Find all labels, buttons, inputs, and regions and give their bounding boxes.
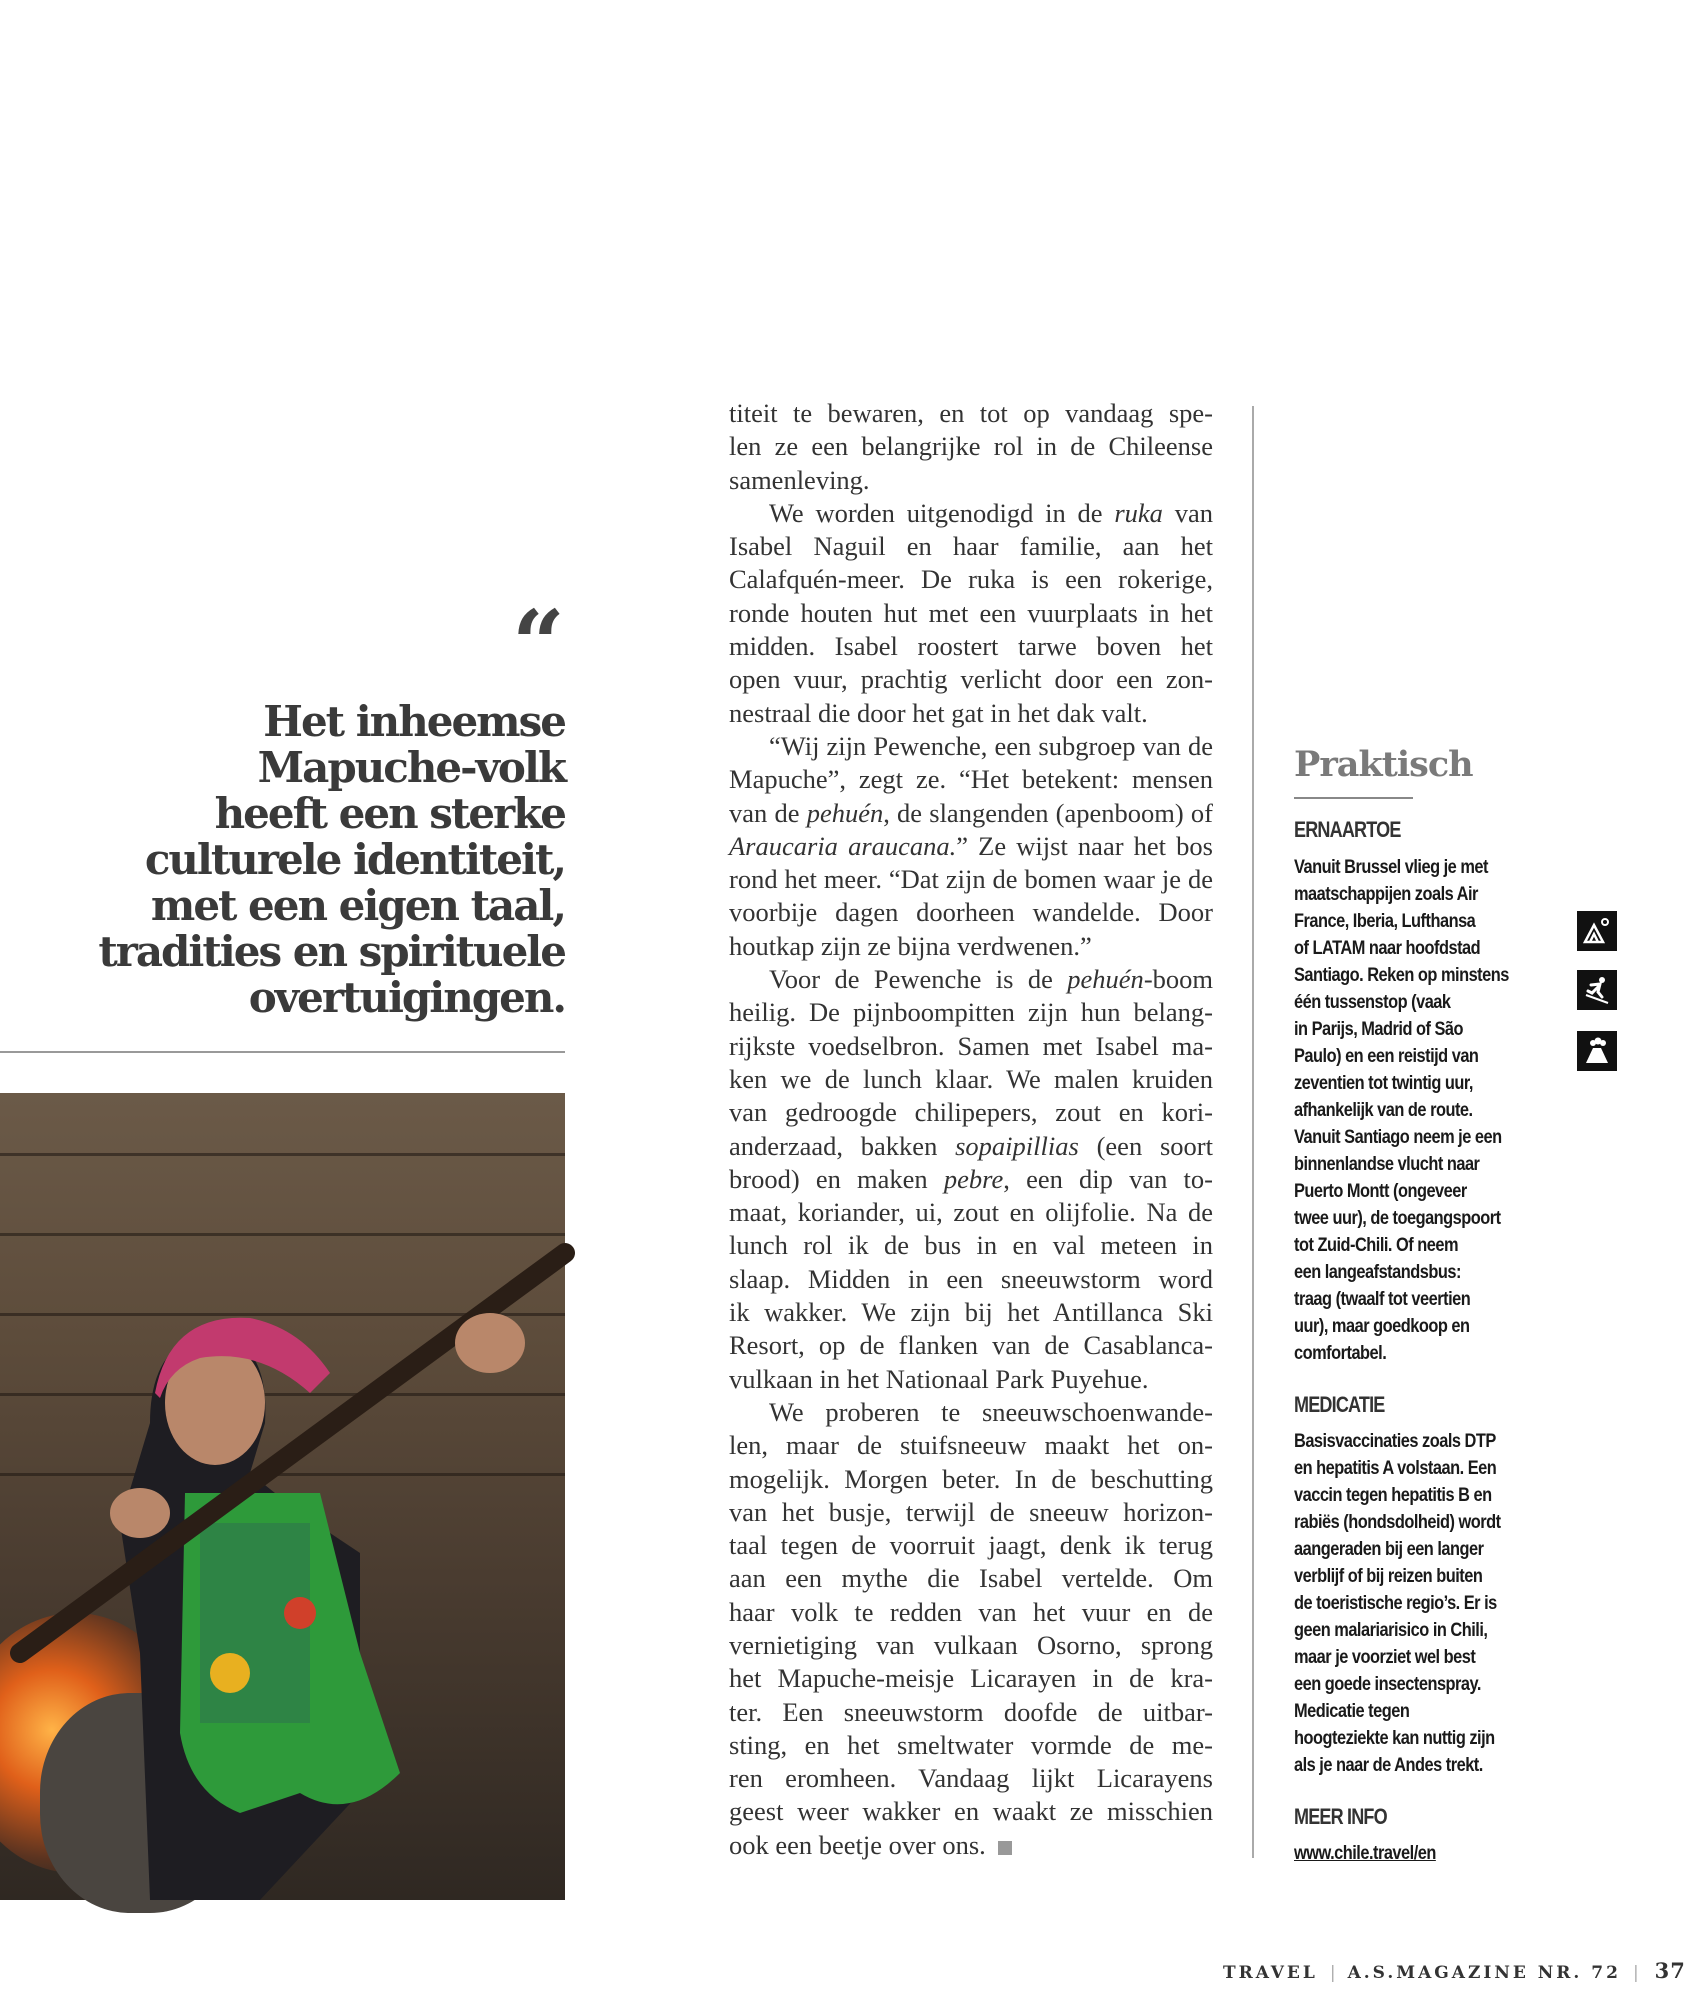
text-segment: taal tegen de voorruit jaagt, denk ik terug	[729, 1530, 1213, 1561]
text-segment: midden. Isabel roostert tarwe boven het	[729, 631, 1213, 662]
sidebar-line: Paulo) en een reistijd van	[1294, 1045, 1479, 1067]
footer-separator: |	[1329, 1963, 1336, 1983]
woman-figure	[0, 1093, 565, 1900]
column-divider	[1252, 406, 1254, 1858]
sidebar-line: één tussenstop (vaak	[1294, 991, 1451, 1013]
pull-quote	[60, 699, 565, 1021]
sidebar-line: geen malariarisico in Chili,	[1294, 1619, 1488, 1641]
photo-woman-cooking	[0, 1093, 565, 1900]
end-mark-icon	[998, 1841, 1012, 1855]
section-heading: MEDICATIE	[1294, 1392, 1385, 1417]
sidebar-line: een goede insectenspray.	[1294, 1673, 1481, 1695]
sidebar-line: Santiago. Reken op minstens	[1294, 964, 1509, 986]
text-segment: , de slangenden (apenboom) of	[883, 797, 1213, 828]
pull-quote-line: heeft een sterke	[214, 789, 565, 838]
text-segment: len, maar de stuifsneeuw maakt het on-	[729, 1430, 1213, 1461]
sidebar-line: of LATAM naar hoofdstad	[1294, 937, 1481, 959]
sidebar-line: Basisvaccinaties zoals DTP	[1294, 1430, 1496, 1452]
article-line	[729, 1229, 1213, 1262]
article-line	[729, 1795, 1213, 1828]
article-line	[729, 996, 1213, 1029]
text-segment: ronde houten hut met een vuurplaats in het	[729, 597, 1213, 628]
text-segment: Calafquén-meer. De ruka is een rokerige,	[729, 564, 1213, 595]
sidebar-line: tot Zuid-Chili. Of neem	[1294, 1234, 1459, 1256]
article-line	[729, 1596, 1213, 1629]
article-line	[729, 896, 1213, 929]
section-heading: MEER INFO	[1294, 1804, 1387, 1829]
sidebar-line: Vanuit Santiago neem je een	[1294, 1126, 1502, 1148]
text-segment: nestraal die door het gat in het dak valt.	[729, 697, 1148, 728]
article-line	[729, 963, 1213, 996]
text-segment: open vuur, prachtig verlicht door een zon-	[729, 664, 1213, 695]
sidebar-line: Medicatie tegen	[1294, 1700, 1410, 1722]
text-segment: ik wakker. We zijn bij het Antillanca Ski	[729, 1297, 1213, 1328]
article-line	[729, 1529, 1213, 1562]
text-segment: We proberen te sneeuwschoenwande-	[769, 1396, 1213, 1427]
sidebar-line: zeventien tot twintig uur,	[1294, 1072, 1473, 1094]
text-segment: ter. Een sneeuwstorm doofde de uitbar-	[729, 1696, 1213, 1727]
text-segment: len ze een belangrijke rol in de Chileense	[729, 431, 1213, 462]
italic-term: sopaipillias	[955, 1130, 1079, 1161]
pull-quote-line: tradities en spirituele	[98, 927, 565, 976]
sidebar-line: twee uur), de toegangspoort	[1294, 1207, 1501, 1229]
sidebar-line: als je naar de Andes trekt.	[1294, 1754, 1483, 1776]
text-segment: sting, en het smeltwater vormde de me-	[729, 1729, 1213, 1760]
text-segment: heilig. De pijnboompitten zijn hun belang-	[729, 997, 1213, 1028]
text-segment: ” Ze wijst naar het bos	[956, 830, 1213, 861]
text-segment: vulkaan in het Nationaal Park Puyehue.	[729, 1363, 1149, 1394]
text-segment: We worden uitgenodigd in de	[769, 497, 1115, 528]
section-heading: ERNAARTOE	[1294, 817, 1401, 842]
article-line	[729, 1496, 1213, 1529]
article-line	[729, 430, 1213, 463]
pull-quote-line: culturele identiteit,	[144, 835, 565, 884]
text-segment: lunch rol ik de bus in en val meteen in	[729, 1230, 1213, 1261]
section-text	[1294, 1428, 1546, 1779]
sidebar-line: binnenlandse vlucht naar	[1294, 1153, 1480, 1175]
footer-magazine: A.S.MAGAZINE NR. 72	[1347, 1963, 1621, 1983]
sidebar-line: Puerto Montt (ongeveer	[1294, 1180, 1467, 1202]
text-segment: ken we de lunch klaar. We malen kruiden	[729, 1063, 1213, 1094]
sidebar-line: traag (twaalf tot veertien	[1294, 1288, 1471, 1310]
sidebar-line: Vanuit Brussel vlieg je met	[1294, 856, 1488, 878]
article-line	[729, 1363, 1213, 1396]
skier-icon	[1577, 970, 1617, 1010]
article-line	[729, 530, 1213, 563]
text-segment: samenleving.	[729, 464, 870, 495]
article-line	[729, 597, 1213, 630]
text-segment: rond het meer. “Dat zijn de bomen waar je de	[729, 864, 1213, 895]
text-segment: aan een mythe die Isabel vertelde. Om	[729, 1563, 1213, 1594]
sidebar-line: maar je voorziet wel best	[1294, 1646, 1476, 1668]
italic-term: ruka	[1114, 497, 1163, 528]
text-segment: het Mapuche-meisje Licarayen in de kra-	[729, 1663, 1213, 1694]
article-line	[729, 730, 1213, 763]
sidebar-line: in Parijs, Madrid of São	[1294, 1018, 1464, 1040]
text-segment: geest weer wakker en waakt ze misschien	[729, 1796, 1213, 1827]
quote-mark-icon: “	[512, 590, 559, 698]
article-line	[729, 1130, 1213, 1163]
sidebar-line: aangeraden bij een langer	[1294, 1538, 1484, 1560]
article-line	[729, 863, 1213, 896]
text-segment: houtkap zijn ze bijna verdwenen.”	[729, 930, 1092, 961]
article-line	[729, 1729, 1213, 1762]
sidebar-line: afhankelijk van de route.	[1294, 1099, 1473, 1121]
text-segment: anderzaad, bakken	[729, 1130, 956, 1161]
text-segment: rijkste voedselbron. Samen met Isabel ma-	[729, 1030, 1213, 1061]
article-line	[729, 1163, 1213, 1196]
article-body	[729, 397, 1213, 1862]
article-line	[729, 697, 1213, 730]
article-line	[729, 497, 1213, 530]
sidebar-line: verblijf of bij reizen buiten	[1294, 1565, 1483, 1587]
sidebar-line: de toeristische regio’s. Er is	[1294, 1592, 1497, 1614]
text-segment: Voor de Pewenche is de	[769, 964, 1068, 995]
text-segment: voorbije dagen doorheen wandelde. Door	[729, 897, 1213, 928]
text-segment: Isabel Naguil en haar familie, aan het	[729, 531, 1213, 562]
article-line	[729, 464, 1213, 497]
article-line	[729, 1030, 1213, 1063]
article-line	[729, 797, 1213, 830]
article-line	[729, 1463, 1213, 1496]
mountain-icon	[1577, 911, 1617, 951]
article-line	[729, 397, 1213, 430]
article-line	[729, 1396, 1213, 1429]
pull-quote-line: Het inheemse	[263, 697, 565, 746]
pull-quote-line: overtuigingen.	[248, 973, 565, 1022]
text-segment: (een soort	[1078, 1130, 1213, 1161]
text-segment: van het busje, terwijl de sneeuw horizon-	[729, 1496, 1213, 1527]
text-segment: titeit te bewaren, en tot op vandaag spe-	[729, 398, 1213, 428]
article-line	[729, 1429, 1213, 1462]
pull-quote-line: met een eigen taal,	[150, 881, 565, 930]
article-line	[729, 1662, 1213, 1695]
sidebar-line: comfortabel.	[1294, 1342, 1387, 1364]
article-line	[729, 1629, 1213, 1662]
text-segment: mogelijk. Morgen beter. In de beschutting	[729, 1463, 1213, 1494]
article-line	[729, 1196, 1213, 1229]
text-segment: Resort, op de flanken van de Casablanca-	[729, 1330, 1213, 1361]
italic-term: pehuén	[1067, 964, 1144, 995]
article-line	[729, 1263, 1213, 1296]
article-line	[729, 830, 1213, 863]
article-line	[729, 763, 1213, 796]
article-line	[729, 1562, 1213, 1595]
pull-quote-line: Mapuche-volk	[257, 743, 565, 792]
section-text	[1294, 854, 1546, 1367]
sidebar-line: uur), maar goedkoop en	[1294, 1315, 1470, 1337]
sidebar-line: vaccin tegen hepatitis B en	[1294, 1484, 1492, 1506]
text-segment: -boom	[1143, 964, 1213, 995]
sidebar-line: France, Iberia, Lufthansa	[1294, 910, 1476, 932]
italic-term: Araucaria araucana.	[729, 830, 957, 861]
sidebar-line: maatschappijen zoals Air	[1294, 883, 1478, 905]
page-footer	[1223, 1958, 1686, 1983]
italic-term: pebre	[943, 1163, 1004, 1194]
footer-separator: |	[1632, 1963, 1639, 1983]
text-segment: ook een beetje over ons.	[729, 1829, 986, 1860]
divider	[0, 1051, 565, 1053]
text-segment: , een dip van to-	[1003, 1163, 1213, 1194]
article-line	[729, 663, 1213, 696]
text-segment: van gedroogde chilipepers, zout en kori-	[729, 1097, 1213, 1128]
text-segment: brood) en maken	[729, 1163, 944, 1194]
article-line	[729, 1296, 1213, 1329]
sidebar-line: en hepatitis A volstaan. Een	[1294, 1457, 1497, 1479]
article-line	[729, 1063, 1213, 1096]
text-segment: Mapuche”, zegt ze. “Het betekent: mensen	[729, 764, 1213, 795]
text-segment: van	[1162, 497, 1213, 528]
sidebar-line: rabiës (hondsdolheid) wordt	[1294, 1511, 1501, 1533]
article-line	[729, 1329, 1213, 1362]
sidebar-line: een langeafstandsbus:	[1294, 1261, 1461, 1283]
text-segment: ren eromheen. Vandaag lijkt Licarayens	[729, 1763, 1213, 1794]
article-line	[729, 1762, 1213, 1795]
text-segment: haar volk te redden van het vuur en de	[729, 1596, 1213, 1627]
article-line	[729, 563, 1213, 596]
page-number: 37	[1654, 1958, 1686, 1983]
text-segment: maat, koriander, ui, zout en olijfolie. Na de	[729, 1197, 1213, 1228]
volcano-icon	[1577, 1031, 1617, 1071]
sidebar-title: Praktisch	[1294, 744, 1473, 785]
article-line	[729, 1696, 1213, 1729]
text-segment: “Wij zijn Pewenche, een subgroep van de	[769, 730, 1213, 761]
footer-section: TRAVEL	[1223, 1963, 1318, 1983]
chile-travel-link[interactable]: www.chile.travel/en	[1294, 1842, 1436, 1864]
sidebar-title-underline	[1294, 797, 1413, 799]
text-segment: vernietiging van vulkaan Osorno, sprong	[729, 1629, 1213, 1660]
sidebar-line: hoogteziekte kan nuttig zijn	[1294, 1727, 1495, 1749]
italic-term: pehuén	[806, 797, 884, 828]
article-line	[729, 1829, 1213, 1862]
article-line	[729, 630, 1213, 663]
text-segment: slaap. Midden in een sneeuwstorm word	[729, 1263, 1213, 1294]
text-segment: van de	[729, 797, 807, 828]
article-line	[729, 930, 1213, 963]
article-line	[729, 1096, 1213, 1129]
